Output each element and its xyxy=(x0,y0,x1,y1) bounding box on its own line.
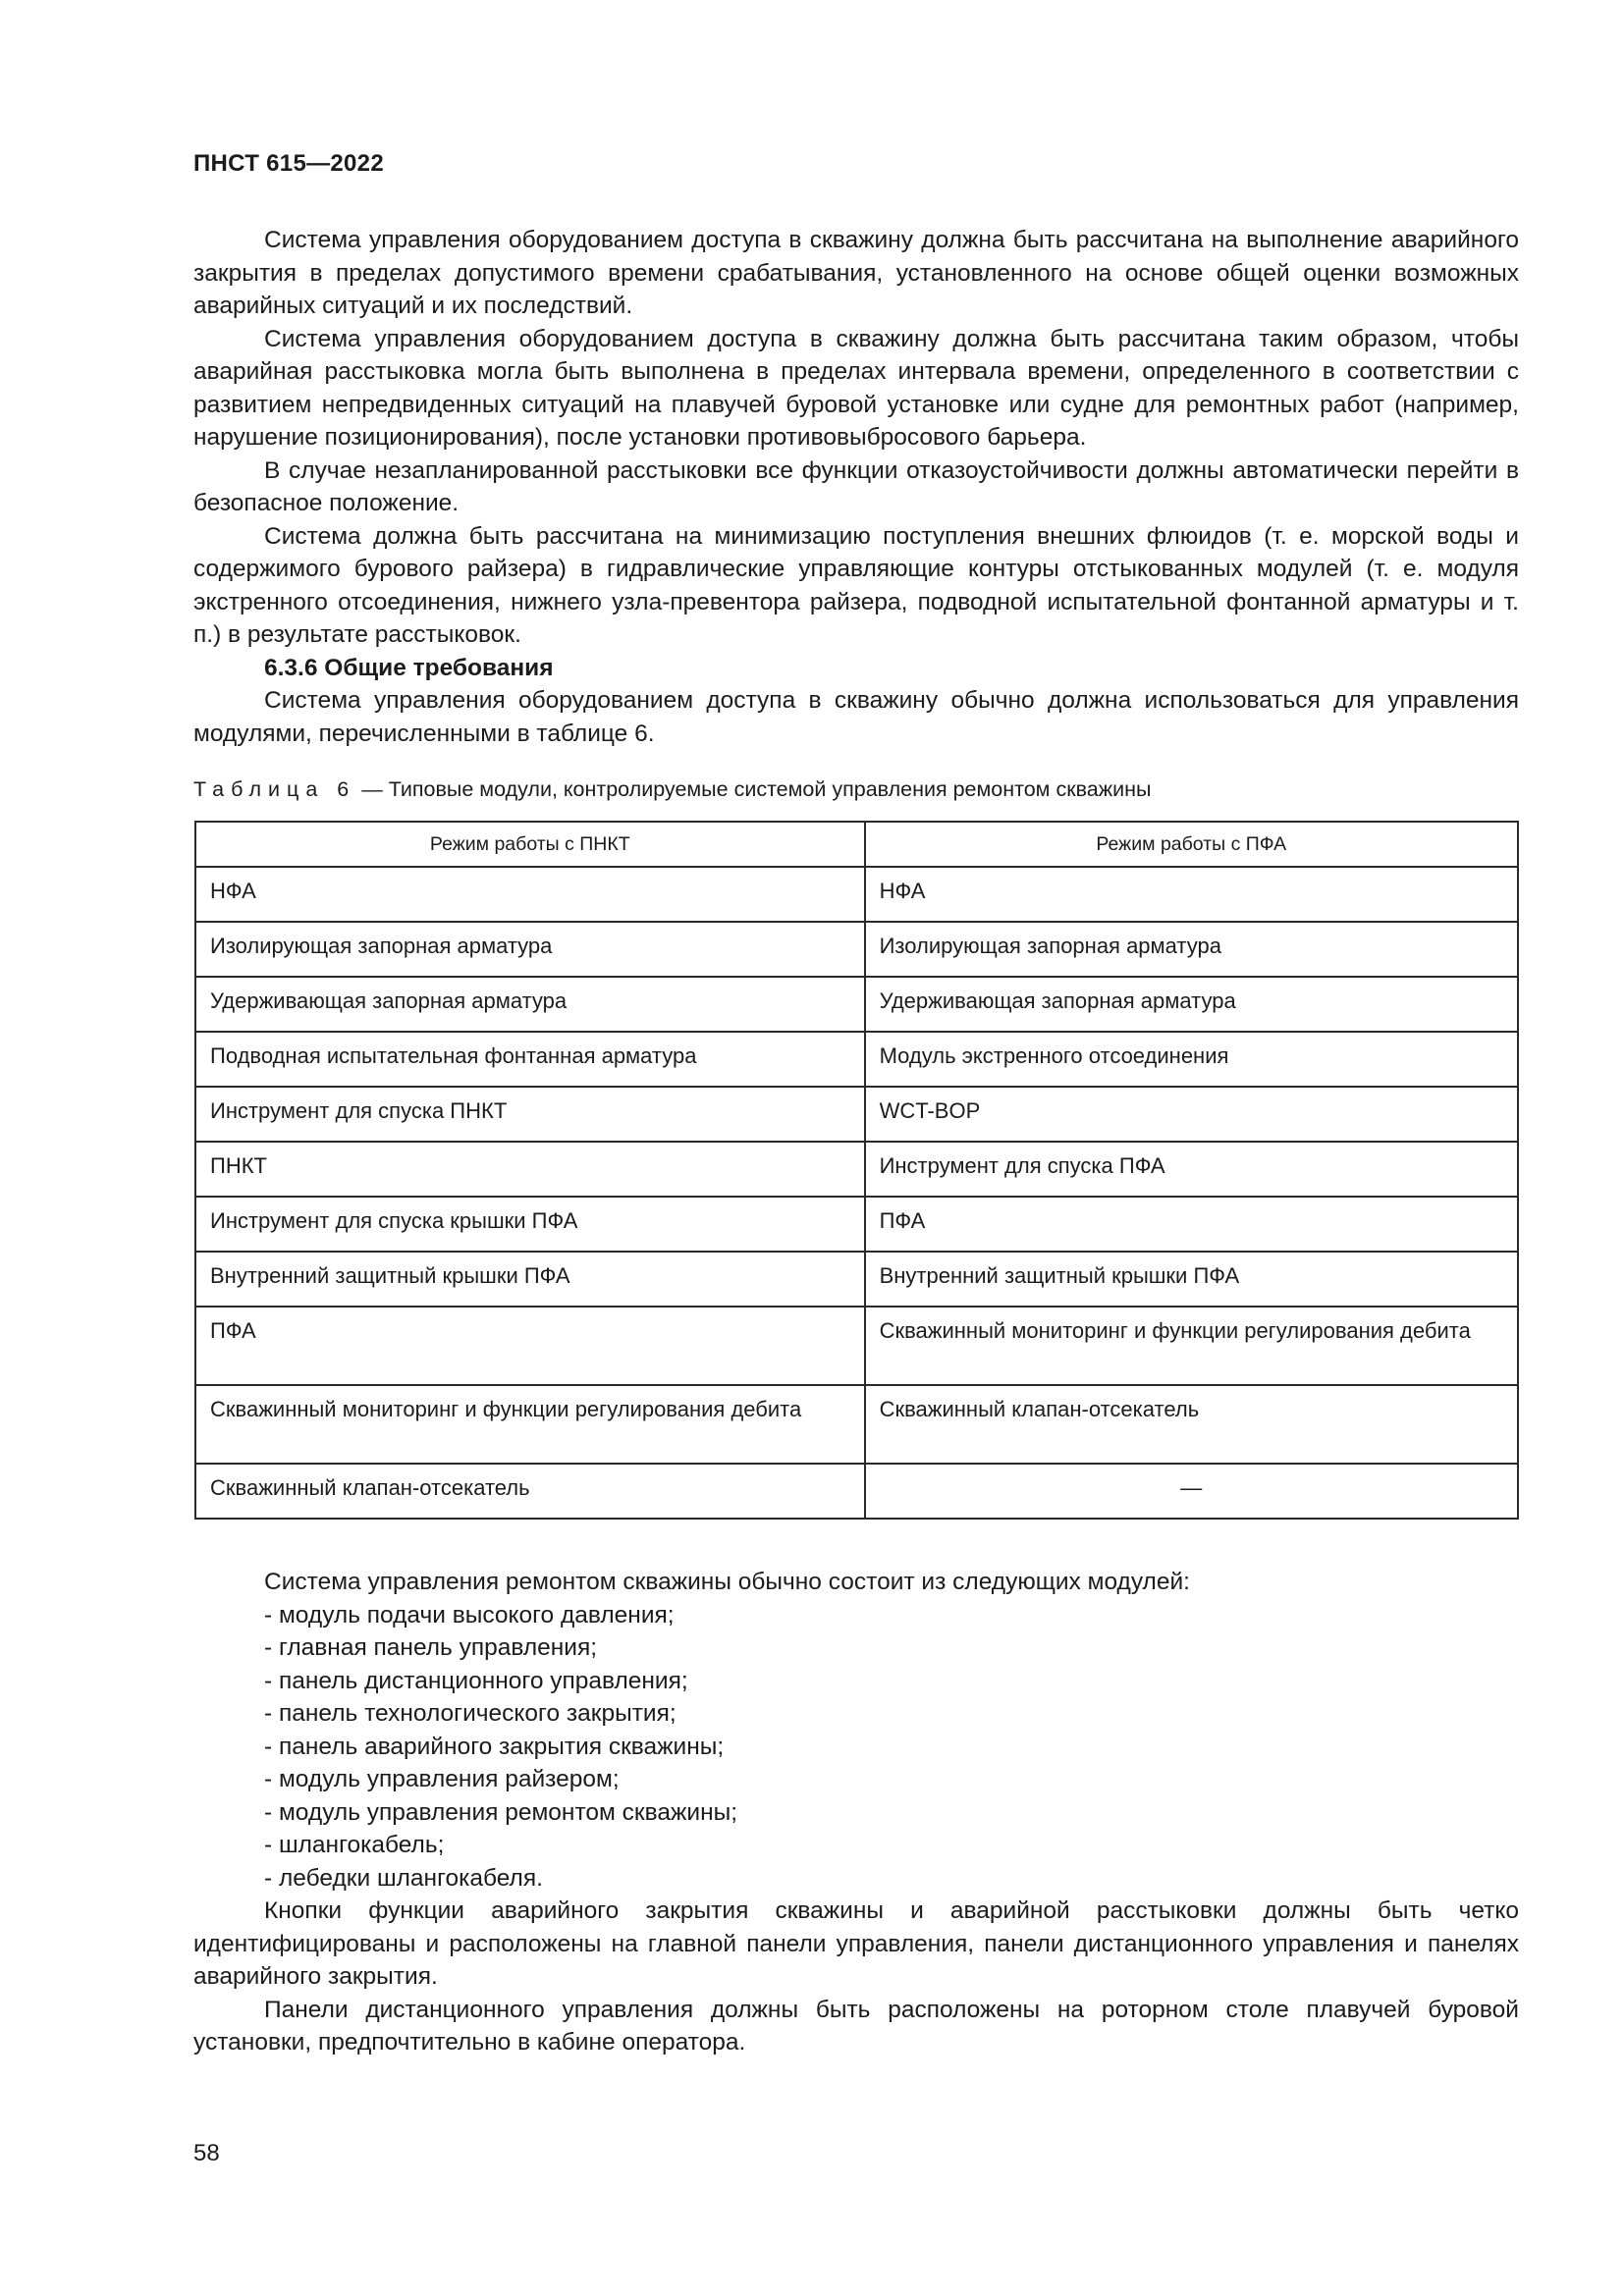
paragraph: Система управления оборудованием доступа в скважину должна быть рассчитана таким образом, чтобы аварийная расстыковка могла быть выполнена в пределах интервала времени, определенного в соответствии с развитием непредвиденных ситуаций на плавучей буровой установке или судне для ремонтных работ (например, нарушение позиционирования), после установки противовыбросового барьера. xyxy=(193,325,1519,451)
body-text-top xyxy=(193,224,1519,750)
table-header-cell: Режим работы с ПФА xyxy=(865,822,1518,867)
paragraph: В случае незапланированной расстыковки все функции отказоустойчивости должны автоматически перейти в безопасное положение. xyxy=(193,456,1519,516)
table-cell: НФА xyxy=(865,867,1518,922)
table-cell: ПФА xyxy=(195,1307,865,1385)
table-cell: Изолирующая запорная арматура xyxy=(865,922,1518,977)
table-caption-dash: — xyxy=(361,777,383,801)
table-row xyxy=(195,977,1518,1032)
table-row xyxy=(195,1385,1518,1464)
table-cell: — xyxy=(865,1464,1518,1519)
table-cell: Скважинный мониторинг и функции регулирования дебита xyxy=(195,1385,865,1464)
table-cell: Скважинный мониторинг и функции регулирования дебита xyxy=(865,1307,1518,1385)
page-number: 58 xyxy=(193,2140,220,2166)
list-item: - главная панель управления; xyxy=(264,1634,598,1661)
table-cell: ПНКТ xyxy=(195,1142,865,1197)
table-cell: Скважинный клапан-отсекатель xyxy=(865,1385,1518,1464)
table-row xyxy=(195,867,1518,922)
section-heading: 6.3.6 Общие требования xyxy=(264,654,554,681)
table-cell: WCT-BOP xyxy=(865,1087,1518,1142)
table-row xyxy=(195,1087,1518,1142)
table-cell: Инструмент для спуска ПНКТ xyxy=(195,1087,865,1142)
paragraph: Система управления оборудованием доступа в скважину обычно должна использоваться для управления модулями, перечисленными в таблице 6. xyxy=(193,687,1519,747)
table-row xyxy=(195,1142,1518,1197)
list-item: - панель технологического закрытия; xyxy=(264,1700,677,1727)
table-caption xyxy=(193,777,1151,802)
list-item: - панель дистанционного управления; xyxy=(264,1667,688,1694)
modules-table xyxy=(194,821,1519,1520)
document-header: ПНСТ 615—2022 xyxy=(193,150,384,177)
list-item: - панель аварийного закрытия скважины; xyxy=(264,1733,725,1760)
table-cell: Скважинный клапан-отсекатель xyxy=(195,1464,865,1519)
table-row xyxy=(195,1197,1518,1252)
table-cell: Инструмент для спуска ПФА xyxy=(865,1142,1518,1197)
table-cell: Модуль экстренного отсоединения xyxy=(865,1032,1518,1087)
table-row xyxy=(195,922,1518,977)
list-item: - модуль управления райзером; xyxy=(264,1766,620,1792)
table-row xyxy=(195,1464,1518,1519)
body-text-bottom xyxy=(193,1566,1519,2059)
table-header-cell: Режим работы с ПНКТ xyxy=(195,822,865,867)
table-row xyxy=(195,1032,1518,1087)
list-item: - модуль управления ремонтом скважины; xyxy=(264,1798,738,1826)
table-cell: ПФА xyxy=(865,1197,1518,1252)
table-cell: Инструмент для спуска крышки ПФА xyxy=(195,1197,865,1252)
table-cell: Удерживающая запорная арматура xyxy=(195,977,865,1032)
list-intro: Система управления ремонтом скважины обычно состоит из следующих модулей: xyxy=(264,1569,1190,1595)
table-cell: НФА xyxy=(195,867,865,922)
paragraph: Система управления оборудованием доступа в скважину должна быть рассчитана на выполнение аварийного закрытия в пределах допустимого времени срабатывания, установленного на основе общей оценки возможных аварийных ситуаций и их последствий. xyxy=(193,227,1519,319)
table-cell: Изолирующая запорная арматура xyxy=(195,922,865,977)
table-row xyxy=(195,1307,1518,1385)
paragraph: Кнопки функции аварийного закрытия скважины и аварийной расстыковки должны быть четко идентифицированы и расположены на главной панели управления, панели дистанционного управления и панелях аварийного закрытия. xyxy=(193,1897,1519,1990)
table-cell: Подводная испытательная фонтанная арматура xyxy=(195,1032,865,1087)
list-item: - лебедки шлангокабеля. xyxy=(264,1864,543,1892)
paragraph: Система должна быть рассчитана на минимизацию поступления внешних флюидов (т. е. морской воды и содержимого бурового райзера) в гидравлические управляющие контуры отстыкованных модулей (т. е. модуля экстренного отсоединения, нижнего узла-превентора райзера, подводной испытательной фонтанной арматуры и т. п.) в результате расстыковок. xyxy=(193,522,1519,648)
table-caption-label: Таблица 6 xyxy=(193,777,356,801)
table-cell: Удерживающая запорная арматура xyxy=(865,977,1518,1032)
table-row xyxy=(195,1252,1518,1307)
list-item: - шлангокабель; xyxy=(264,1832,445,1858)
paragraph: Панели дистанционного управления должны быть расположены на роторном столе плавучей буровой установки, предпочтительно в кабине оператора. xyxy=(193,1996,1519,2056)
table-caption-title: Типовые модули, контролируемые системой управления ремонтом скважины xyxy=(388,777,1152,801)
table-cell: Внутренний защитный крышки ПФА xyxy=(865,1252,1518,1307)
table-header-row xyxy=(195,822,1518,867)
list-item: - модуль подачи высокого давления; xyxy=(264,1601,675,1629)
table-cell: Внутренний защитный крышки ПФА xyxy=(195,1252,865,1307)
